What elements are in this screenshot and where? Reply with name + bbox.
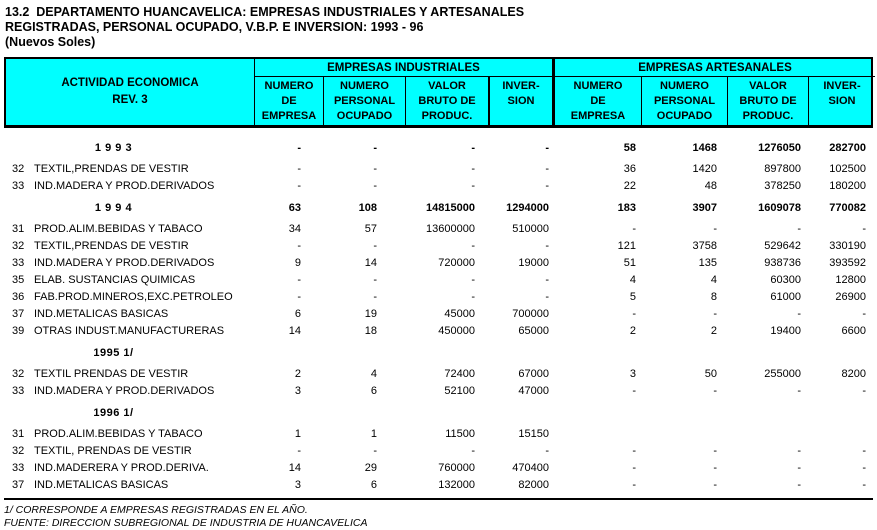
value-cell: 12800: [835, 273, 866, 286]
value-cell: -: [373, 141, 377, 154]
row-label-cell: [4, 385, 253, 397]
value-cell: -: [471, 162, 475, 175]
value-cell: -: [862, 478, 866, 491]
col-header-art-numero-empresa: [555, 77, 642, 125]
row-label-cell: [4, 368, 253, 380]
header-line: PRODUC.: [421, 110, 473, 122]
header-line: INVER-: [823, 80, 861, 92]
activity-code: 32: [12, 444, 25, 457]
value-cell: 19400: [770, 324, 801, 337]
year-row: [4, 344, 873, 361]
activity-label: IND.MADERA Y PROD.DERIVADOS: [34, 179, 215, 192]
page-title-line2: REGISTRADAS, PERSONAL OCUPADO, V.B.P. E INVERSION: 1993 - 96: [5, 20, 424, 34]
value-cell: -: [373, 273, 377, 286]
value-cell: -: [471, 290, 475, 303]
activity-label: TEXTIL PRENDAS DE VESTIR: [34, 367, 189, 380]
year-row: [4, 139, 873, 156]
col-header-actividad-line1: ACTIVIDAD ECONOMICA: [61, 77, 199, 89]
col-header-ind-inversion: [490, 77, 555, 125]
value-cell: -: [862, 461, 866, 474]
value-cell: -: [373, 239, 377, 252]
group-header-empresas-industriales: EMPRESAS INDUSTRIALES: [255, 59, 555, 77]
value-cell: 13600000: [426, 222, 475, 235]
value-cell: -: [713, 461, 717, 474]
table-header: [4, 57, 873, 128]
value-cell: -: [632, 222, 636, 235]
activity-code: 33: [12, 384, 25, 397]
value-cell: -: [797, 307, 801, 320]
row-label-cell: [4, 163, 253, 175]
value-cell: 9: [294, 256, 301, 269]
value-cell: 450000: [438, 324, 475, 337]
value-cell: 36: [623, 162, 636, 175]
value-cell: -: [545, 239, 549, 252]
row-label-cell: [4, 347, 253, 359]
header-line: NUMERO: [573, 80, 623, 92]
value-cell: -: [713, 444, 717, 457]
title-block: [0, 0, 877, 50]
value-cell: 67000: [518, 367, 549, 380]
value-cell: 6: [370, 384, 377, 397]
value-cell: 760000: [438, 461, 475, 474]
value-cell: -: [297, 179, 301, 192]
row-label-cell: [4, 428, 253, 440]
value-cell: 60300: [770, 273, 801, 286]
table-row: [4, 177, 873, 194]
value-cell: -: [545, 141, 549, 154]
value-cell: 34: [288, 222, 301, 235]
value-cell: 6: [294, 307, 301, 320]
value-cell: -: [373, 290, 377, 303]
row-label-cell: [4, 142, 253, 154]
activity-label: PROD.ALIM.BEBIDAS Y TABACO: [34, 222, 203, 235]
value-cell: -: [797, 444, 801, 457]
value-cell: 14: [288, 461, 301, 474]
value-cell: -: [297, 162, 301, 175]
activity-code: 35: [12, 273, 25, 286]
table-row: [4, 288, 873, 305]
row-label-cell: [4, 223, 253, 235]
value-cell: 3758: [692, 239, 717, 252]
activity-code: 32: [12, 367, 25, 380]
table-row: [4, 160, 873, 177]
col-header-actividad-line2: REV. 3: [112, 94, 148, 106]
page-title-line1: 13.2 DEPARTAMENTO HUANCAVELICA: EMPRESAS INDUSTRIALES Y ARTESANALES: [5, 5, 525, 19]
activity-code: 33: [12, 461, 25, 474]
col-header-art-personal-ocupado: [642, 77, 728, 125]
value-cell: 3907: [692, 201, 717, 214]
header-line: VALOR: [428, 80, 466, 92]
value-cell: 47000: [518, 384, 549, 397]
value-cell: -: [297, 273, 301, 286]
value-cell: 2: [710, 324, 717, 337]
value-cell: -: [545, 444, 549, 457]
value-cell: -: [632, 307, 636, 320]
value-cell: 2: [629, 324, 636, 337]
value-cell: -: [297, 290, 301, 303]
value-cell: 72400: [444, 367, 475, 380]
value-cell: -: [797, 384, 801, 397]
value-cell: 529642: [764, 239, 801, 252]
header-line: EMPRESA: [261, 110, 317, 122]
table-row: [4, 220, 873, 237]
col-header-art-inversion: [809, 77, 875, 125]
table-row: [4, 382, 873, 399]
value-cell: 5: [629, 290, 636, 303]
value-cell: 720000: [438, 256, 475, 269]
header-line: DE: [590, 95, 606, 107]
group-header-empresas-artesanales: EMPRESAS ARTESANALES: [555, 59, 875, 77]
value-cell: -: [373, 179, 377, 192]
value-cell: -: [632, 444, 636, 457]
table-row: [4, 322, 873, 339]
value-cell: 1294000: [506, 201, 549, 214]
value-cell: -: [373, 444, 377, 457]
activity-label: IND.METALICAS BASICAS: [34, 478, 169, 491]
activity-label: IND.METALICAS BASICAS: [34, 307, 169, 320]
value-cell: -: [713, 222, 717, 235]
header-line: OCUPADO: [336, 110, 393, 122]
activity-label: TEXTIL,PRENDAS DE VESTIR: [34, 239, 189, 252]
activity-code: 37: [12, 307, 25, 320]
table-row: [4, 425, 873, 442]
value-cell: -: [632, 384, 636, 397]
header-line: INVER-: [502, 80, 540, 92]
activity-label: 1 9 9 3: [94, 141, 133, 154]
value-cell: 1276050: [758, 141, 801, 154]
value-cell: 14: [288, 324, 301, 337]
value-cell: -: [471, 444, 475, 457]
table-footer: [4, 498, 873, 530]
value-cell: 282700: [829, 141, 866, 154]
value-cell: 63: [288, 201, 301, 214]
activity-code: 31: [12, 222, 25, 235]
value-cell: 1468: [692, 141, 717, 154]
header-line: NUMERO: [264, 80, 314, 92]
value-cell: 770082: [829, 201, 866, 214]
row-label-cell: [4, 462, 253, 474]
table-row: [4, 442, 873, 459]
col-header-ind-valor-bruto: [406, 77, 490, 125]
row-label-cell: [4, 325, 253, 337]
table-row: [4, 271, 873, 288]
table-body: [4, 128, 873, 493]
value-cell: 4: [370, 367, 377, 380]
activity-label: TEXTIL,PRENDAS DE VESTIR: [34, 162, 189, 175]
value-cell: 61000: [770, 290, 801, 303]
value-cell: 4: [629, 273, 636, 286]
value-cell: -: [471, 141, 475, 154]
value-cell: -: [297, 239, 301, 252]
value-cell: 29: [364, 461, 377, 474]
value-cell: 132000: [438, 478, 475, 491]
value-cell: -: [632, 461, 636, 474]
row-label-cell: [4, 479, 253, 491]
header-line: PERSONAL: [653, 95, 716, 107]
value-cell: 65000: [518, 324, 549, 337]
value-cell: 8: [710, 290, 717, 303]
row-label-cell: [4, 291, 253, 303]
footnote-1: 1/ CORRESPONDE A EMPRESAS REGISTRADAS EN EL AÑO.: [4, 504, 308, 516]
value-cell: -: [471, 239, 475, 252]
col-header-ind-personal-ocupado: [324, 77, 406, 125]
activity-label: OTRAS INDUST.MANUFACTURERAS: [34, 324, 225, 337]
value-cell: -: [862, 384, 866, 397]
value-cell: 14: [364, 256, 377, 269]
activity-code: 36: [12, 290, 25, 303]
value-cell: 22: [623, 179, 636, 192]
page-title-line3: (Nuevos Soles): [5, 35, 96, 49]
value-cell: 45000: [444, 307, 475, 320]
header-line: SION: [507, 95, 535, 107]
value-cell: 26900: [835, 290, 866, 303]
activity-label: IND.MADERA Y PROD.DERIVADOS: [34, 256, 215, 269]
row-label-cell: [4, 257, 253, 269]
row-label-cell: [4, 202, 253, 214]
activity-code: 37: [12, 478, 25, 491]
value-cell: -: [297, 141, 301, 154]
row-label-cell: [4, 180, 253, 192]
col-header-ind-numero-empresa: [255, 77, 324, 125]
activity-code: 39: [12, 324, 25, 337]
activity-label: TEXTIL, PRENDAS DE VESTIR: [34, 444, 192, 457]
activity-code: 32: [12, 239, 25, 252]
year-row: [4, 199, 873, 216]
value-cell: 102500: [829, 162, 866, 175]
value-cell: 3: [294, 384, 301, 397]
activity-label: 1996 1/: [93, 406, 134, 419]
value-cell: 14815000: [426, 201, 475, 214]
activity-code: 33: [12, 256, 25, 269]
header-line: NUMERO: [660, 80, 709, 92]
value-cell: -: [632, 478, 636, 491]
activity-label: IND.MADERERA Y PROD.DERIVA.: [34, 461, 209, 474]
footnote-source: FUENTE: DIRECCION SUBREGIONAL DE INDUSTRIA DE HUANCAVELICA: [4, 517, 368, 529]
value-cell: 897800: [764, 162, 801, 175]
value-cell: 57: [364, 222, 377, 235]
table-row: [4, 476, 873, 493]
value-cell: 18: [364, 324, 377, 337]
activity-label: ELAB. SUSTANCIAS QUIMICAS: [34, 273, 196, 286]
value-cell: 255000: [764, 367, 801, 380]
activity-label: 1 9 9 4: [94, 201, 133, 214]
value-cell: 4: [710, 273, 717, 286]
activity-code: 33: [12, 179, 25, 192]
value-cell: -: [713, 384, 717, 397]
value-cell: 15150: [518, 427, 549, 440]
value-cell: -: [797, 478, 801, 491]
value-cell: -: [545, 162, 549, 175]
value-cell: 330190: [829, 239, 866, 252]
value-cell: -: [713, 307, 717, 320]
value-cell: 470400: [512, 461, 549, 474]
value-cell: -: [862, 307, 866, 320]
value-cell: 121: [617, 239, 636, 252]
header-line: SION: [828, 95, 856, 107]
value-cell: -: [862, 444, 866, 457]
value-cell: -: [713, 478, 717, 491]
value-cell: 52100: [444, 384, 475, 397]
value-cell: 700000: [512, 307, 549, 320]
statistics-table: [4, 57, 873, 530]
header-line: EMPRESA: [570, 110, 626, 122]
activity-code: 32: [12, 162, 25, 175]
header-line: PRODUC.: [742, 110, 794, 122]
row-label-cell: [4, 308, 253, 320]
header-line: VALOR: [749, 80, 787, 92]
value-cell: 1609078: [758, 201, 801, 214]
header-line: PERSONAL: [333, 95, 396, 107]
header-line: NUMERO: [340, 80, 389, 92]
table-row: [4, 459, 873, 476]
value-cell: -: [471, 273, 475, 286]
row-label-cell: [4, 407, 253, 419]
value-cell: 50: [704, 367, 717, 380]
value-cell: 1: [294, 427, 301, 440]
col-header-art-valor-bruto: [728, 77, 809, 125]
value-cell: 183: [617, 201, 636, 214]
table-row: [4, 237, 873, 254]
header-line: BRUTO DE: [739, 95, 797, 107]
value-cell: -: [862, 222, 866, 235]
value-cell: 108: [358, 201, 377, 214]
header-line: OCUPADO: [656, 110, 713, 122]
value-cell: 6600: [841, 324, 866, 337]
value-cell: 3: [629, 367, 636, 380]
value-cell: 19000: [518, 256, 549, 269]
header-line: DE: [281, 95, 297, 107]
year-row: [4, 404, 873, 421]
value-cell: 19: [364, 307, 377, 320]
value-cell: 378250: [764, 179, 801, 192]
activity-label: 1995 1/: [93, 346, 134, 359]
value-cell: -: [797, 461, 801, 474]
value-cell: -: [373, 162, 377, 175]
header-line: BRUTO DE: [418, 95, 476, 107]
value-cell: 11500: [445, 427, 475, 440]
value-cell: 51: [623, 256, 636, 269]
row-label-cell: [4, 274, 253, 286]
value-cell: 510000: [512, 222, 549, 235]
table-row: [4, 365, 873, 382]
value-cell: 1: [370, 427, 377, 440]
row-label-cell: [4, 240, 253, 252]
value-cell: -: [545, 273, 549, 286]
value-cell: 1420: [692, 162, 717, 175]
activity-code: 31: [12, 427, 25, 440]
activity-label: IND.MADERA Y PROD.DERIVADOS: [34, 384, 215, 397]
table-row: [4, 305, 873, 322]
value-cell: 938736: [764, 256, 801, 269]
value-cell: 6: [370, 478, 377, 491]
col-header-actividad-economica: [6, 59, 255, 125]
value-cell: 135: [698, 256, 717, 269]
activity-label: FAB.PROD.MINEROS,EXC.PETROLEO: [34, 290, 233, 303]
value-cell: -: [545, 290, 549, 303]
value-cell: 8200: [841, 367, 866, 380]
value-cell: 3: [294, 478, 301, 491]
value-cell: 58: [623, 141, 636, 154]
activity-label: PROD.ALIM.BEBIDAS Y TABACO: [34, 427, 203, 440]
row-label-cell: [4, 445, 253, 457]
value-cell: -: [297, 444, 301, 457]
value-cell: 180200: [829, 179, 866, 192]
table-row: [4, 254, 873, 271]
value-cell: -: [797, 222, 801, 235]
value-cell: 393592: [829, 256, 866, 269]
value-cell: -: [545, 179, 549, 192]
value-cell: 2: [294, 367, 301, 380]
value-cell: -: [471, 179, 475, 192]
value-cell: 82000: [518, 478, 549, 491]
value-cell: 48: [704, 179, 717, 192]
